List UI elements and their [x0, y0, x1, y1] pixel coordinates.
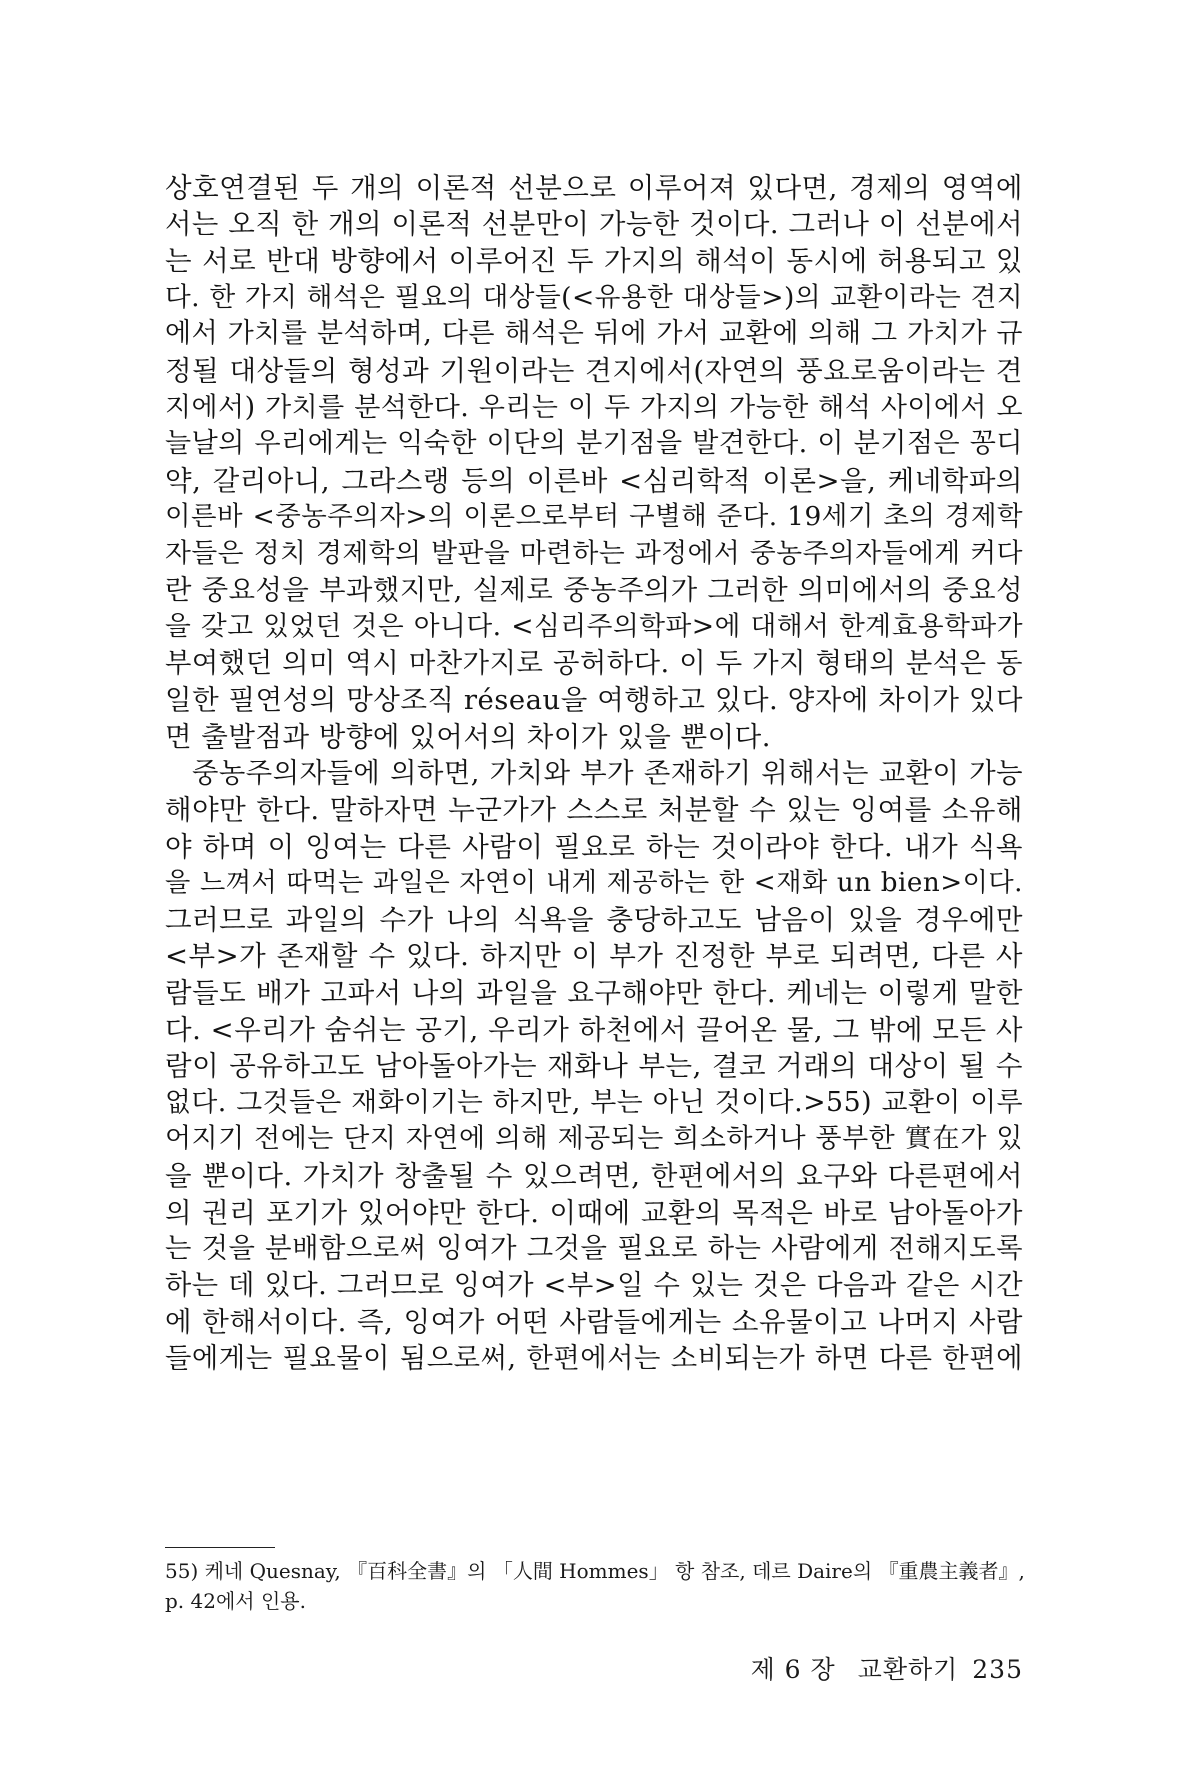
- text-line: 을 갖고 있었던 것은 아니다. <심리주의학파>에 대해서 한계효용학파가: [165, 611, 1023, 643]
- text-line: 들에게는 필요물이 됨으로써, 한편에서는 소비되는가 하면 다른 한편에: [165, 1343, 1023, 1374]
- text-line: <부>가 존재할 수 있다. 하지만 이 부가 진정한 부로 되려면, 다른 사: [165, 940, 1023, 973]
- footnote-divider: [165, 1547, 275, 1548]
- text-line: 없다. 그것들은 재화이기는 하지만, 부는 아닌 것이다.>55) 교환이 이루: [165, 1086, 1023, 1118]
- text-line: 는 것을 분배함으로써 잉여가 그것을 필요로 하는 사람에게 전해지도록: [165, 1233, 1023, 1265]
- text-line: 의 권리 포기가 있어야만 한다. 이때에 교환의 목적은 바로 남아돌아가: [165, 1196, 1023, 1229]
- footnote-55: [165, 1556, 1025, 1616]
- text-line: 자들은 정치 경제학의 발판을 마련하는 과정에서 중농주의자들에게 커다: [165, 537, 1023, 569]
- body-text: [165, 170, 1023, 1378]
- text-line: 서는 오직 한 개의 이론적 선분만이 가능한 것이다. 그러나 이 선분에서: [165, 208, 1023, 240]
- chapter-title: 교환하기: [857, 1655, 959, 1684]
- text-line: 을 뿐이다. 가치가 창출될 수 있으려면, 한편에서의 요구와 다른편에서: [165, 1160, 1023, 1193]
- footnote-line: 55) 케네 Quesnay, 『百科全書』의 「人間 Hommes」 항 참조, 데르 Daire의 『重農主義者』,: [165, 1559, 1025, 1583]
- text-line: 야 하며 이 잉여는 다른 사람이 필요로 하는 것이라야 한다. 내가 식욕: [165, 830, 1023, 863]
- text-line: 해야만 한다. 말하자면 누군가가 스스로 처분할 수 있는 잉여를 소유해: [165, 794, 1023, 827]
- text-line: 이른바 <중농주의자>의 이론으로부터 구별해 준다. 19세기 초의 경제학: [165, 501, 1023, 533]
- text-line: 다. 한 가지 해석은 필요의 대상들(<유용한 대상들>)의 교환이라는 견지: [165, 281, 1023, 313]
- text-line: 을 느껴서 따먹는 과일은 자연이 내게 제공하는 한 <재화 un bien>이다.: [165, 868, 1023, 899]
- text-line: 중농주의자들에 의하면, 가치와 부가 존재하기 위해서는 교환이 가능: [192, 757, 1023, 789]
- text-line: 부여했던 의미 역시 마찬가지로 공허하다. 이 두 가지 형태의 분석은 동: [165, 647, 1023, 679]
- text-line: 다. <우리가 숨쉬는 공기, 우리가 하천에서 끌어온 물, 그 밖에 모든 사: [165, 1013, 1023, 1046]
- paragraph-2: [165, 756, 1023, 1378]
- text-line: 약, 갈리아니, 그라스랭 등의 이른바 <심리학적 이론>을, 케네학파의: [165, 464, 1023, 497]
- text-line: 상호연결된 두 개의 이론적 선분으로 이루어져 있다면, 경제의 영역에: [165, 172, 1023, 204]
- text-line: 지에서) 가치를 분석한다. 우리는 이 두 가지의 가능한 해석 사이에서 오: [165, 391, 1023, 423]
- text-line: 그러므로 과일의 수가 나의 식욕을 충당하고도 남음이 있을 경우에만: [165, 903, 1023, 936]
- text-line: 하는 데 있다. 그러므로 잉여가 <부>일 수 있는 것은 다음과 같은 시간: [165, 1269, 1023, 1301]
- paragraph-1: [165, 170, 1023, 756]
- running-footer: [751, 1650, 1023, 1686]
- text-line: 람들도 배가 고파서 나의 과일을 요구해야만 한다. 케네는 이렇게 말한: [165, 977, 1023, 1010]
- footnote-line: p. 42에서 인용.: [165, 1589, 306, 1613]
- text-line: 어지기 전에는 단지 자연에 의해 제공되는 희소하거나 풍부한 實在가 있: [165, 1123, 1023, 1155]
- text-line: 란 중요성을 부과했지만, 실제로 중농주의가 그러한 의미에서의 중요성: [165, 574, 1023, 606]
- text-line: 에서 가치를 분석하며, 다른 해석은 뒤에 가서 교환에 의해 그 가치가 규: [165, 318, 1023, 350]
- page-number: 235: [972, 1655, 1023, 1684]
- text-line: 면 출발점과 방향에 있어서의 차이가 있을 뿐이다.: [165, 720, 771, 753]
- text-line: 일한 필연성의 망상조직 réseau을 여행하고 있다. 양자에 차이가 있다: [165, 684, 1023, 717]
- text-line: 늘날의 우리에게는 익숙한 이단의 분기점을 발견한다. 이 분기점은 꽁디: [165, 428, 1023, 460]
- text-line: 에 한해서이다. 즉, 잉여가 어떤 사람들에게는 소유물이고 나머지 사람: [165, 1306, 1023, 1339]
- text-line: 람이 공유하고도 남아돌아가는 재화나 부는, 결코 거래의 대상이 될 수: [165, 1050, 1023, 1083]
- chapter-label: 제 6 장: [750, 1655, 836, 1684]
- text-line: 정될 대상들의 형성과 기원이라는 견지에서(자연의 풍요로움이라는 견: [165, 354, 1023, 387]
- text-line: 는 서로 반대 방향에서 이루어진 두 가지의 해석이 동시에 허용되고 있: [165, 245, 1023, 278]
